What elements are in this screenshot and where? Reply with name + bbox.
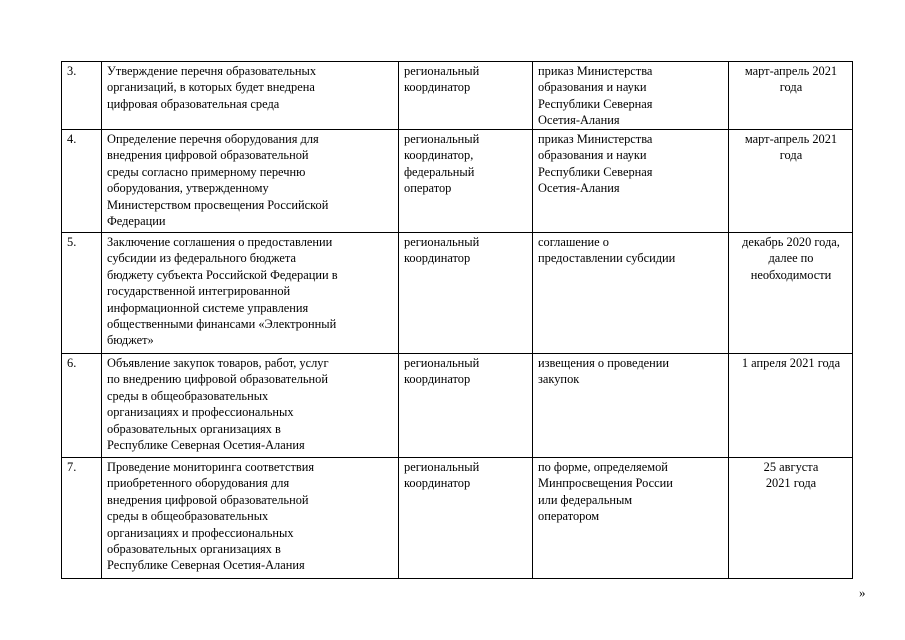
document-cell: приказ Министерства образования и науки Республики Северная Осетия-Алания xyxy=(533,130,729,233)
table-row xyxy=(62,354,853,458)
responsible-cell: региональный координатор xyxy=(399,458,533,579)
row-number: 3. xyxy=(62,62,102,130)
closing-quote-mark: » xyxy=(859,585,866,600)
row-number: 4. xyxy=(62,130,102,233)
activity-cell: Заключение соглашения о предоставлении субсидии из федерального бюджета бюджету субъекта Российской Федерации в государственной интегрированной информационной системе управления общественными финансами «Электронный бюджет» xyxy=(102,233,399,354)
table-row xyxy=(62,458,853,579)
deadline-cell: 1 апреля 2021 года xyxy=(729,354,853,458)
deadline-cell: март-апрель 2021 года xyxy=(729,62,853,130)
deadline-cell: 25 августа 2021 года xyxy=(729,458,853,579)
activity-cell: Проведение мониторинга соответствия приобретенного оборудования для внедрения цифровой образовательной среды в общеобразовательных организациях и профессиональных образовательных организациях в Республике Северная Осетия-Алания xyxy=(102,458,399,579)
table-row xyxy=(62,130,853,233)
plan-table xyxy=(61,61,853,579)
document-cell: соглашение о предоставлении субсидии xyxy=(533,233,729,354)
deadline-cell: март-апрель 2021 года xyxy=(729,130,853,233)
row-number: 6. xyxy=(62,354,102,458)
responsible-cell: региональный координатор xyxy=(399,62,533,130)
responsible-cell: региональный координатор, федеральный оператор xyxy=(399,130,533,233)
activity-cell: Утверждение перечня образовательных организаций, в которых будет внедрена цифровая образовательная среда xyxy=(102,62,399,130)
document-cell: извещения о проведении закупок xyxy=(533,354,729,458)
table-row xyxy=(62,62,853,130)
row-number: 7. xyxy=(62,458,102,579)
table-row xyxy=(62,233,853,354)
responsible-cell: региональный координатор xyxy=(399,233,533,354)
row-number: 5. xyxy=(62,233,102,354)
document-cell: приказ Министерства образования и науки Республики Северная Осетия-Алания xyxy=(533,62,729,130)
document-cell: по форме, определяемой Минпросвещения России или федеральным оператором xyxy=(533,458,729,579)
activity-cell: Объявление закупок товаров, работ, услуг по внедрению цифровой образовательной среды в общеобразовательных организациях и профессиональных образовательных организациях в Республике Северная Осетия-Алания xyxy=(102,354,399,458)
responsible-cell: региональный координатор xyxy=(399,354,533,458)
activity-cell: Определение перечня оборудования для внедрения цифровой образовательной среды согласно примерному перечню оборудования, утвержденному Министерством просвещения Российской Федерации xyxy=(102,130,399,233)
deadline-cell: декабрь 2020 года, далее по необходимости xyxy=(729,233,853,354)
